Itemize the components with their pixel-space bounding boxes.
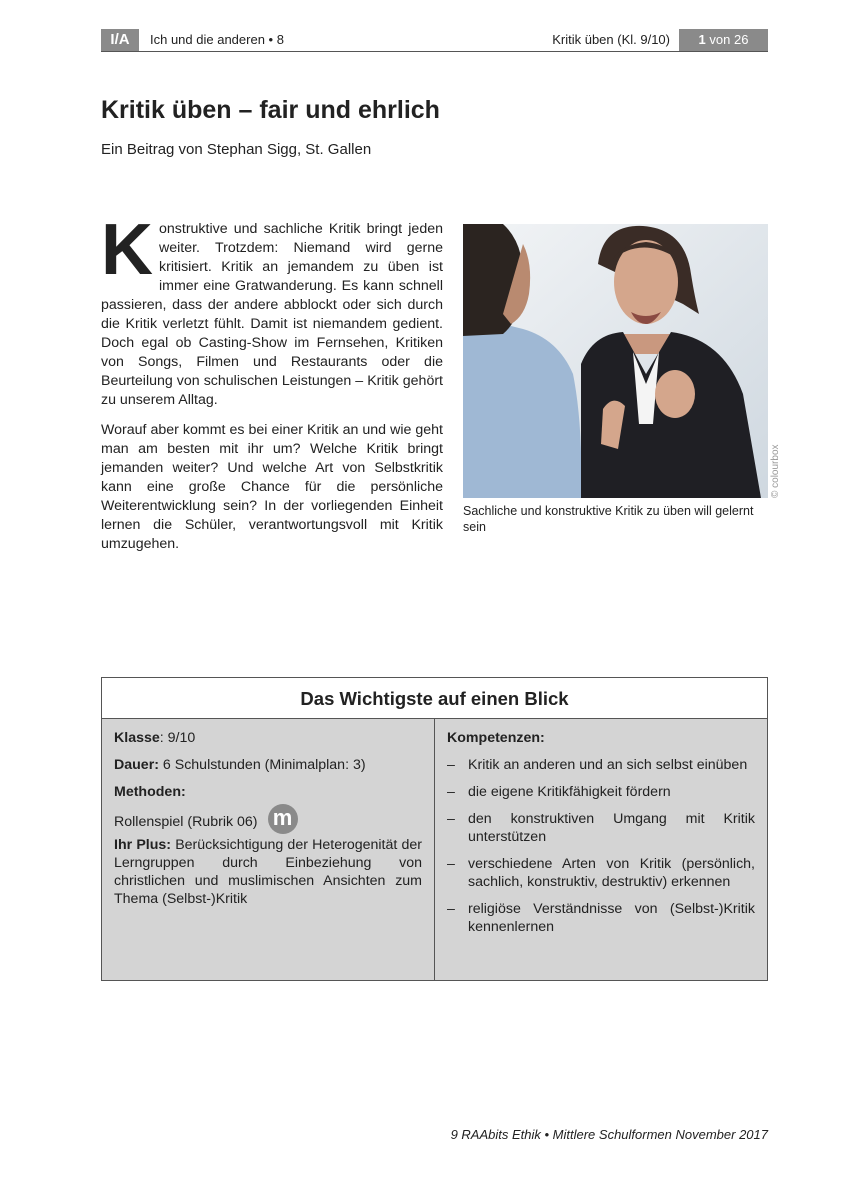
page-footer: 9 RAAbits Ethik • Mittlere Schulformen November 2017 — [450, 1127, 768, 1142]
methode-item: Rollenspiel (Rubrik 06) — [114, 813, 258, 830]
list-item: – Kritik an anderen und an sich selbst einüben — [447, 756, 755, 774]
klasse-row — [114, 729, 422, 747]
photo-illustration — [463, 224, 768, 498]
photo-credit: © colourbox — [770, 444, 781, 498]
klasse-label: Klasse — [114, 730, 160, 746]
page-header — [101, 29, 768, 52]
klasse-value: : 9/10 — [159, 730, 196, 746]
methoden-label: Methoden: — [114, 784, 186, 800]
plus-label: Ihr Plus: — [114, 837, 172, 853]
page-title: Kritik üben – fair und ehrlich — [101, 96, 440, 124]
list-item: – verschiedene Arten von Kritik (persönlich, sachlich, konstruktiv, destruktiv) erkennen — [447, 855, 755, 891]
overview-box — [101, 677, 768, 981]
page-current: 1 — [698, 32, 706, 47]
plus-value: Berücksichtigung der Heterogenität der Lerngruppen durch Einbeziehung von christlichen und muslimischen Ansichten zum Thema (Selbst-)Kritik — [114, 837, 423, 907]
article-photo — [463, 224, 768, 498]
overview-right-column — [435, 719, 767, 980]
dauer-label: Dauer: — [114, 757, 159, 773]
overview-box-title: Das Wichtigste auf einen Blick — [102, 678, 767, 719]
overview-box-body — [102, 719, 767, 980]
kompetenzen-label: Kompetenzen: — [447, 730, 545, 746]
list-item: – religiöse Verständnisse von (Selbst-)Kritik kennenlernen — [447, 900, 755, 936]
intro-paragraph-2: Worauf aber kommt es bei einer Kritik an und wie geht man am besten mit ihr um? Welche Kritik bringt jemanden weiter? Und welche Art von Selbstkritik kann eine große Chance für die persönliche Weiterentwicklung sein? In der vorliegenden Einheit lernen die Schüler, verantwortungsvoll mit Kritik umzugehen. — [101, 422, 443, 552]
intro-paragraph-1-text: onstruktive und sachliche Kritik bringt jeden weiter. Trotzdem: Niemand wird gerne kritisiert. Kritik an jemandem zu üben ist immer eine Gratwanderung. Es kann schnell passieren, dass der andere abblockt oder sich durch die Kritik verletzt fühlt. Damit ist niemandem gedient. Doch egal ob Casting-Show im Fernsehen, Kritiken von Songs, Filmen und Restaurants oder die Beurteilung von schulischen Leistungen – Kritik gehört zu unserem Alltag. — [101, 221, 443, 408]
page-indicator — [679, 29, 768, 51]
intro-paragraph-1 — [101, 210, 443, 410]
list-item: – die eigene Kritikfähigkeit fördern — [447, 783, 755, 801]
intro-text — [101, 210, 443, 565]
kompetenzen-list — [447, 756, 755, 936]
photo-caption: Sachliche und konstruktive Kritik zu üben will gelernt sein — [463, 504, 754, 534]
page-total: von 26 — [709, 32, 749, 47]
method-badge-icon: m — [268, 804, 298, 834]
byline: Ein Beitrag von Stephan Sigg, St. Gallen — [101, 141, 372, 158]
plus-row — [114, 836, 422, 908]
topic-label: Kritik üben (Kl. 9/10) — [552, 32, 670, 47]
section-badge: I/A — [101, 29, 139, 51]
dauer-row — [114, 756, 422, 774]
dauer-value: 6 Schulstunden (Minimalplan: 3) — [158, 757, 366, 773]
methode-row — [114, 805, 422, 834]
list-item: – den konstruktiven Umgang mit Kritik unterstützen — [447, 810, 755, 846]
overview-left-column — [102, 719, 435, 980]
dropcap: K — [101, 210, 153, 290]
unit-label: Ich und die anderen • 8 — [150, 32, 284, 47]
